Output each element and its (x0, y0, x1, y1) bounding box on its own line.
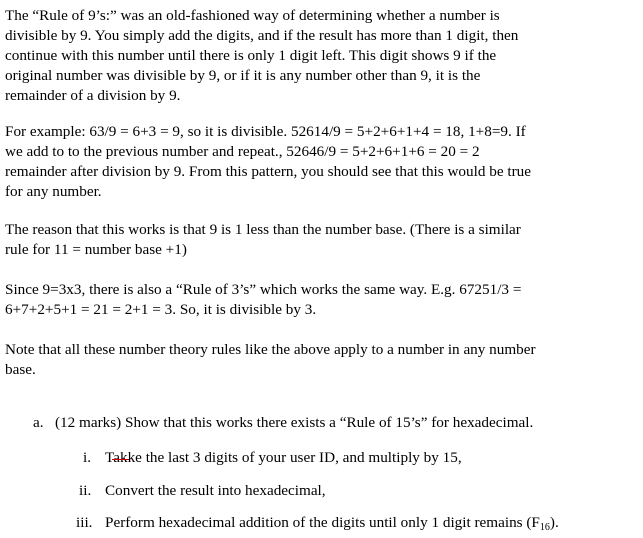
text-line: continue with this number until there is only 1 digit left. This digit shows 9 if the (5, 47, 497, 64)
text-line: divisible by 9. You simply add the digits, and if the result has more than 1 digit, then (5, 27, 519, 44)
text-line: The reason that this works is that 9 is 1 less than the number base. (There is a similar (5, 221, 521, 238)
hex-subscript: 16 (539, 522, 550, 533)
text-line: 6+7+2+5+1 = 21 = 2+1 = 3. So, it is divisible by 3. (5, 301, 317, 318)
example-paragraph (5, 122, 639, 202)
step-marker: ii. (79, 482, 92, 499)
step-prefix: T (105, 449, 114, 466)
text-line: For example: 63/9 = 6+3 = 9, so it is divisible. 52614/9 = 5+2+6+1+4 = 18, 1+8=9. If (5, 123, 526, 140)
question-a (33, 413, 533, 433)
tracked-deletion: ak (113, 449, 128, 466)
text-line: we add to to the previous number and repeat., 52646/9 = 5+2+6+1+6 = 20 = 2 (5, 143, 480, 160)
rule-of-3-paragraph (5, 280, 639, 320)
question-marker: a. (33, 414, 44, 431)
question-text: (12 marks) Show that this works there exists a “Rule of 15’s” for hexadecimal. (55, 414, 534, 431)
text-line: remainder after division by 9. From this pattern, you should see that this would be true (5, 163, 531, 180)
step-iii (76, 513, 559, 538)
text-line: original number was divisible by 9, or if it is any number other than 9, it is the (5, 67, 481, 84)
text-line: remainder of a division by 9. (5, 87, 181, 104)
note-paragraph (5, 340, 639, 380)
step-end: ). (549, 514, 559, 531)
step-ii (79, 481, 326, 501)
intro-paragraph (5, 6, 639, 106)
step-text: ke the last 3 digits of your user ID, and multiply by 15, (127, 449, 462, 466)
step-text: Perform hexadecimal addition of the digits until only 1 digit remains (F (105, 514, 540, 531)
step-marker: i. (83, 449, 92, 466)
text-line: base. (5, 361, 36, 378)
step-text: Convert the result into hexadecimal, (105, 482, 326, 499)
text-line: rule for 11 = number base +1) (5, 241, 187, 258)
text-line: Since 9=3x3, there is also a “Rule of 3’s” which works the same way. E.g. 67251/3 = (5, 281, 522, 298)
text-line: Note that all these number theory rules like the above apply to a number in any number (5, 341, 536, 358)
text-line: for any number. (5, 183, 102, 200)
text-line: The “Rule of 9’s:” was an old-fashioned way of determining whether a number is (5, 7, 500, 24)
step-i (83, 448, 462, 468)
step-marker: iii. (76, 514, 93, 531)
reason-paragraph (5, 220, 639, 260)
